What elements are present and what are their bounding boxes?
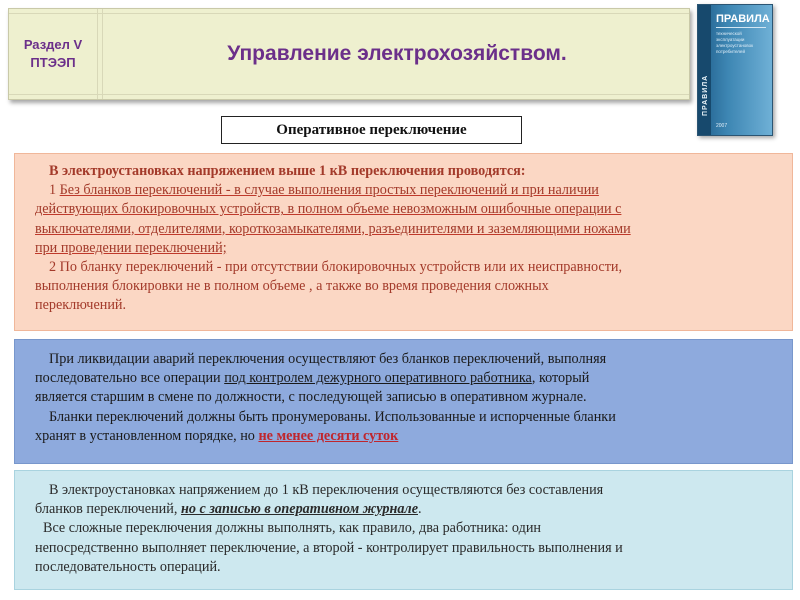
- block3-line: последовательность операций.: [35, 558, 221, 575]
- block3-text: бланков переключений,: [35, 501, 181, 518]
- block2-line: При ликвидации аварий переключения осуществляют без бланков переключений, выполняя: [49, 351, 607, 367]
- book-cover-title: ПРАВИЛА: [716, 13, 770, 25]
- block1-item1-line: [35, 239, 782, 258]
- block1-item1-line: [35, 181, 782, 200]
- book-spine-text: ПРАВИЛА: [702, 74, 709, 116]
- page-title: Управление электрохозяйством.: [227, 42, 567, 65]
- header-bar: [8, 8, 690, 100]
- block1-item1-text: выключателями, отделителями, короткозамыкателями, разъединителями и заземляющими ножами: [35, 220, 631, 237]
- book-cover-image: [697, 4, 773, 136]
- block1-item1-line: [35, 220, 782, 239]
- block1-lead: В электроустановках напряжением выше 1 кВ переключения проводятся:: [49, 163, 526, 179]
- header-divider: [97, 9, 98, 99]
- block1-item2-line: выполнения блокировки не в полном объеме , а также во время проведения сложных: [35, 278, 549, 295]
- block2-line: является старшим в смене по должности, с последующей записью в оперативном журнале.: [35, 389, 587, 406]
- section-line1: Раздел V: [23, 37, 83, 53]
- block3-line: Все сложные переключения должны выполнять, как правило, два работника: один: [43, 520, 542, 537]
- header-divider: [102, 9, 103, 99]
- block3-underlined: но с записью в оперативном журнале: [180, 501, 418, 518]
- block2-highlight: не менее десяти суток: [258, 427, 399, 444]
- book-cover-subtitle: технической эксплуатации электроустановок потребителей: [716, 31, 754, 54]
- block1-item1-text: Без бланков переключений - в случае выполнения простых переключений и при наличии: [59, 182, 599, 199]
- block1-item1-line: [35, 200, 782, 219]
- book-cover-year: 2007: [716, 123, 728, 129]
- section-line2: ПТЭЭП: [30, 55, 76, 70]
- block3-line: непосредственно выполняет переключение, а второй - контролирует правильность выполнения и: [35, 539, 623, 556]
- block2-line: [35, 427, 782, 446]
- block3-text: .: [418, 501, 422, 518]
- block2-text: последовательно все операции: [35, 370, 225, 387]
- block1-item1-text: действующих блокировочных устройств, в полном объеме невозможным ошибочные операции с: [35, 201, 622, 218]
- block2-text: хранят в установленном порядке, но: [35, 427, 259, 444]
- block2-underlined: под контролем дежурного оперативного работника: [224, 370, 532, 387]
- emergency-switching-block: [14, 339, 793, 464]
- section-subtitle: Оперативное переключение: [221, 116, 522, 144]
- block1-item1-prefix: 1: [49, 182, 60, 199]
- high-voltage-switching-block: [14, 153, 793, 331]
- section-label: [9, 9, 97, 99]
- block1-item2-line: 2 По бланку переключений - при отсутствии блокировочных устройств или их неисправности,: [49, 259, 623, 276]
- book-cover-rule: [716, 27, 766, 28]
- block3-line: [35, 500, 782, 519]
- block2-text: , который: [531, 370, 590, 387]
- block1-item2-line: переключений.: [35, 297, 127, 314]
- block1-item1-text: при проведении переключений;: [35, 239, 227, 256]
- block2-line: Бланки переключений должны быть пронумерованы. Использованные и испорченные бланки: [49, 408, 616, 425]
- low-voltage-switching-block: [14, 470, 793, 590]
- block3-line: В электроустановках напряжением до 1 кВ переключения осуществляются без составления: [49, 482, 604, 498]
- block2-line: [35, 369, 782, 388]
